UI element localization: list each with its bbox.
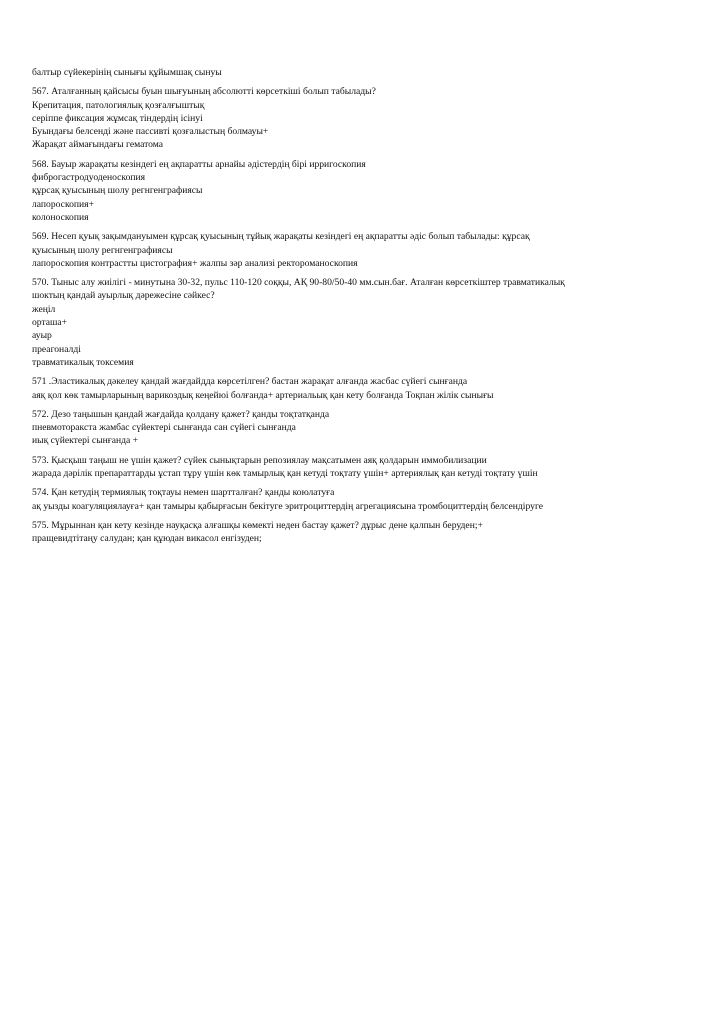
answer-option: лапороскопия+ (32, 198, 95, 210)
intro-text (32, 66, 692, 79)
question-text: 567. Аталғанның қайсысы буын шығуының абсолютті көрсеткіші болып табылады? (32, 86, 376, 98)
answer-option: Жарақат аймағындағы гематома (32, 139, 164, 151)
answer-option: қуысының шолу регнгенграфиясы (32, 244, 173, 256)
question-573 (32, 454, 692, 481)
question-text: 574. Қан кетудің термиялық тоқтауы немен шартталған? қанды коюлатуға (32, 487, 335, 499)
answer-option: Крепитация, патологиялық қозғалғыштық (32, 99, 205, 111)
question-text: шоктың қандай ауырлық дәрежесіне сәйкес? (32, 290, 215, 302)
answer-option: жарада дәрілік препараттарды ұстап тұру үшін көк тамырлық қан кетуді тоқтату үшін+ артериялық қан кетуді тоқтату үшін (32, 468, 538, 480)
answer-option: преагоналді (32, 343, 81, 355)
answer-option: травматикалық токсемия (32, 356, 134, 368)
answer-option: ақ уызды коагуляциялауға+ қан тамыры қабырғасын бекітуге эритроциттердің агрегациясына тромбоциттердің белсендіруге (32, 500, 544, 512)
question-text: 572. Дезо таңышын қандай жағдайда қолдану қажет? қанды тоқтатқанда (32, 408, 330, 420)
text-line: балтыр сүйекерінің сынығы құйымшақ сынуы (32, 67, 222, 78)
question-text: 568. Бауыр жарақаты кезіндегі ең ақпаратты арнайы әдістердің бірі ирригоскопия (32, 158, 366, 170)
answer-option: ауыр (32, 330, 52, 342)
question-570 (32, 276, 692, 369)
answer-option: фиброгастродуоденоскопия (32, 172, 146, 184)
question-575 (32, 519, 692, 546)
answer-option: аяқ қол көк тамырларының варикоздық кеңейюі болғанда+ артериальық қан кету болғанда Тоқпан жілік сынығы (32, 389, 494, 401)
question-567 (32, 85, 692, 151)
question-569 (32, 230, 692, 270)
answer-option: иық сүйектері сынғанда + (32, 435, 139, 447)
question-text: 575. Мұрыннан қан кету кезінде науқасқа алғашқы көмекті неден бастау қажет? дұрыс дене қалпын беруден;+ (32, 519, 483, 531)
answer-option: колоноскопия (32, 211, 89, 223)
question-574 (32, 486, 692, 513)
question-572 (32, 408, 692, 448)
question-text: 570. Тыныс алу жиілігі - минутына 30-32, пульс 110-120 соққы, АҚ 90-80/50-40 мм.сын.бағ. Аталған көрсеткіштер травматикалық (32, 277, 565, 289)
answer-option: құрсақ қуысының шолу регнгенграфиясы (32, 185, 203, 197)
question-571 (32, 375, 692, 402)
answer-option: пращевидтітаңу салудан; қан құюдан викасол енгізуден; (32, 533, 262, 545)
answer-option: орташа+ (32, 317, 68, 329)
answer-option: серіппе фиксация жұмсақ тіндердің ісінуі (32, 112, 203, 124)
answer-option: жеңіл (32, 303, 56, 315)
question-568 (32, 158, 692, 224)
answer-option: лапороскопия контрастты цистография+ жалпы зәр анализі ректороманоскопия (32, 257, 358, 269)
answer-option: пневмоторакста жамбас сүйектері сынғанда сан сүйегі сынғанда (32, 422, 296, 434)
answer-option: Буындағы белсенді және пассивті қозғалыстың болмауы+ (32, 126, 269, 138)
question-text: 571 .Эластикалық дәкелеу қандай жағдайдда көрсетілген? бастан жарақат алғанда жасбас сүйегі сынғанда (32, 376, 468, 388)
question-text: 569. Несеп қуық зақымдануымен құрсақ қуысының тұйық жарақаты кезіндегі ең ақпаратты әдіс болып табылады: құрсақ (32, 231, 530, 243)
document-page (32, 66, 692, 552)
question-text: 573. Қысқыш таңыш не үшін қажет? сүйек сынықтарын репозиялау мақсатымен аяқ қолдарын иммобилизации (32, 454, 487, 466)
